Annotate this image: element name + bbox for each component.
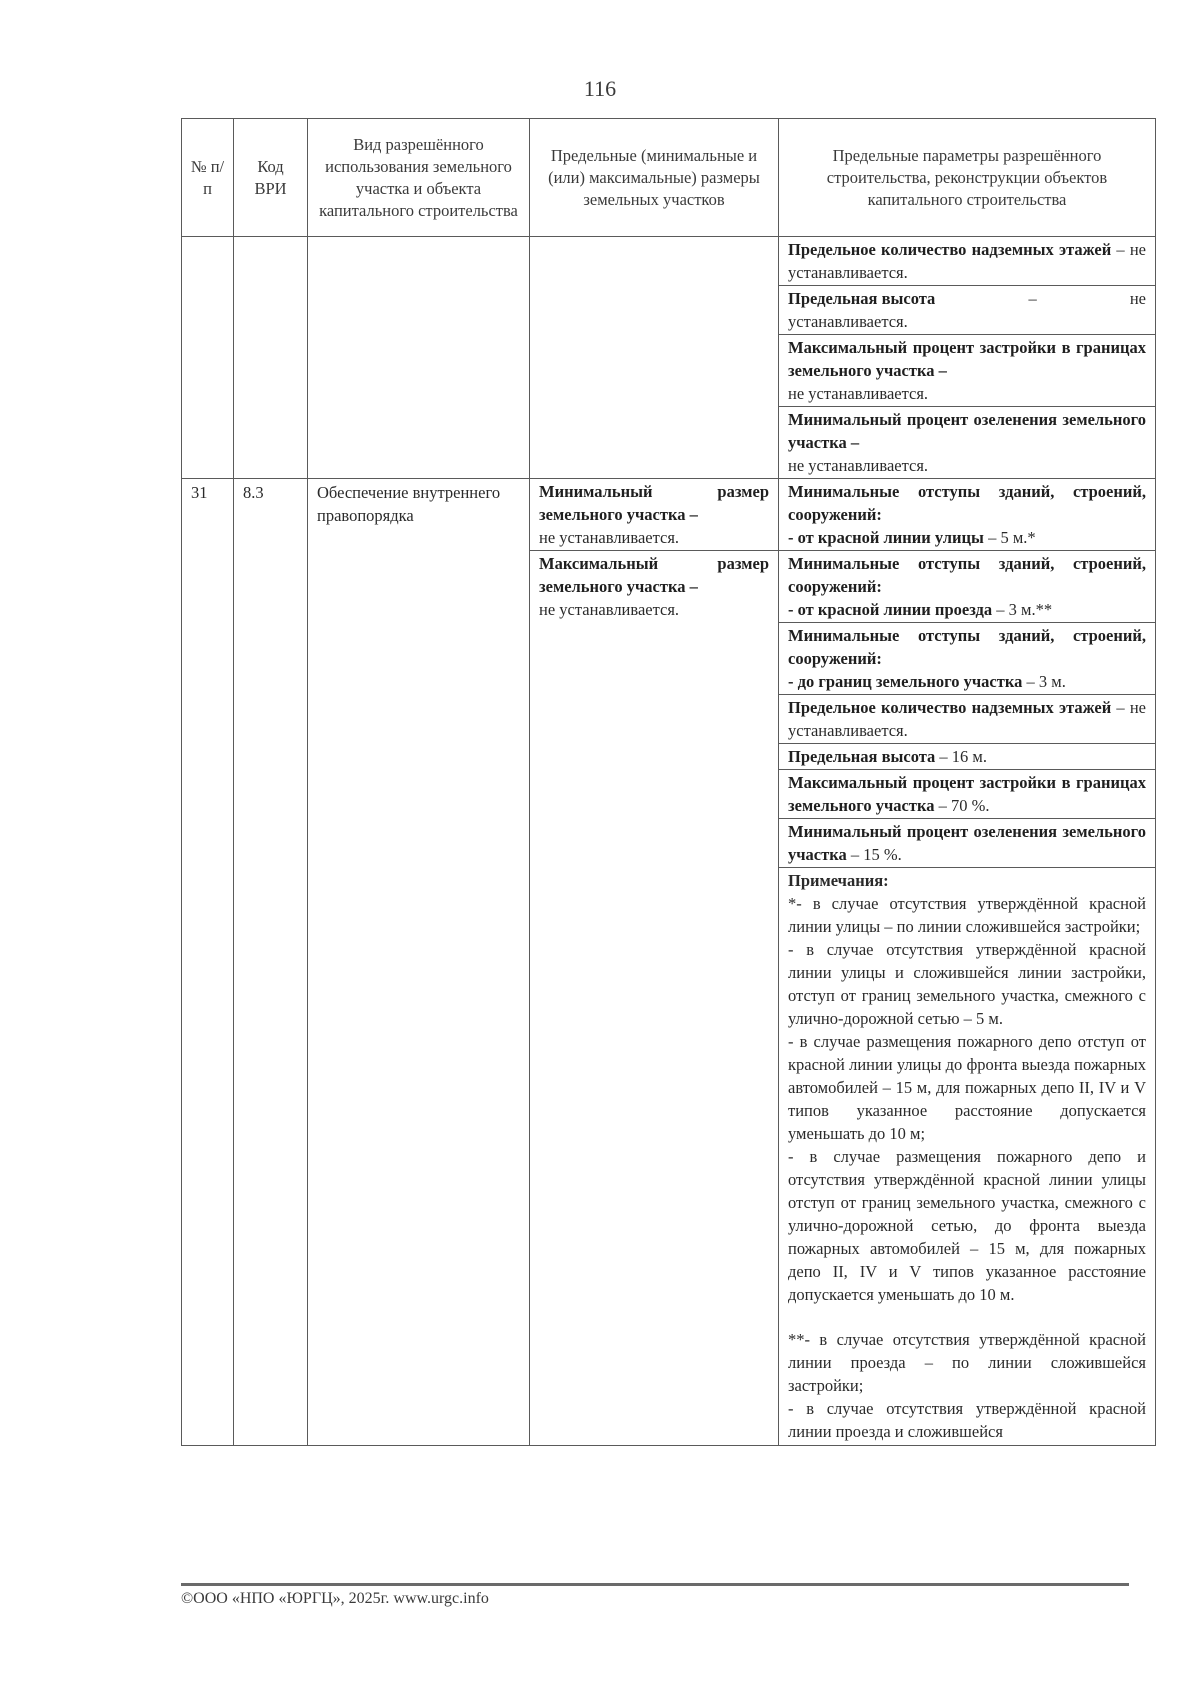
- param-block: Предельное количество надземных этажей – не устанавливается.: [779, 695, 1155, 744]
- note-paragraph: **- в случае отсутствия утверждённой красной линии проезда – по линии сложившейся застройки;: [788, 1330, 1146, 1395]
- note-paragraph: - в случае отсутствия утверждённой красной линии проезда и сложившейся: [788, 1399, 1146, 1441]
- header-params: Предельные параметры разрешённого строительства, реконструкции объектов капитального строительства: [779, 119, 1156, 237]
- param-block: Минимальные отступы зданий, строений, сооружений: - до границ земельного участка – 3 м.: [779, 623, 1155, 695]
- header-num: № п/п: [182, 119, 234, 237]
- note-spacer: [788, 1306, 1146, 1328]
- param-block: Минимальный процент озеленения земельного участка – не устанавливается.: [788, 410, 1146, 475]
- param-block: Предельное количество надземных этажей – не устанавливается.: [779, 237, 1155, 286]
- param-block: Минимальные отступы зданий, строений, сооружений: - от красной линии улицы – 5 м.*: [779, 479, 1155, 551]
- cell-code: 8.3: [234, 479, 308, 1446]
- cell-params: [779, 237, 1156, 479]
- param-block: Минимальный процент озеленения земельного участка – 15 %.: [779, 819, 1155, 868]
- cell-use: Обеспечение внутреннего правопорядка: [308, 479, 530, 1446]
- size-block: Максимальный размер земельного участка – не устанавливается.: [539, 554, 769, 619]
- notes-block: [779, 868, 1155, 1445]
- cell-params: [779, 479, 1156, 1446]
- param-value-start: не: [1129, 289, 1146, 308]
- cell-sizes-empty: [530, 237, 779, 479]
- param-block: Максимальный процент застройки в границах земельного участка – не устанавливается.: [779, 335, 1155, 407]
- cell-use-empty: [308, 237, 530, 479]
- note-paragraph: - в случае отсутствия утверждённой красной линии улицы и сложившейся линии застройки, отступ от границ земельного участка, смежного с улично-дорожной сетью – 5 м.: [788, 940, 1146, 1028]
- param-block: Предельная высота – 16 м.: [779, 744, 1155, 770]
- param-block: Минимальные отступы зданий, строений, сооружений: - от красной линии проезда – 3 м.**: [779, 551, 1155, 623]
- cell-num-empty: [182, 237, 234, 479]
- header-code: Код ВРИ: [234, 119, 308, 237]
- zoning-table: [181, 118, 1156, 1446]
- footer-divider: [181, 1583, 1129, 1586]
- cell-num: 31: [182, 479, 234, 1446]
- table-row: [182, 237, 1156, 479]
- header-sizes: Предельные (минимальные и (или) максимальные) размеры земельных участков: [530, 119, 779, 237]
- cell-sizes: [530, 479, 779, 1446]
- footer-copyright: ©ООО «НПО «ЮРГЦ», 2025г. www.urgc.info: [181, 1590, 489, 1607]
- size-block: Минимальный размер земельного участка – не устанавливается.: [530, 479, 778, 551]
- cell-code-empty: [234, 237, 308, 479]
- page-number: 116: [583, 76, 617, 101]
- table-row: [182, 479, 1156, 1446]
- table-header-row: [182, 119, 1156, 237]
- note-paragraph: - в случае размещения пожарного депо отступ от красной линии улицы до фронта выезда пожарных автомобилей – 15 м, для пожарных депо II, IV и V типов указанное расстояние допускается уменьшать до 10 м;: [788, 1032, 1146, 1143]
- param-value-end: устанавливается.: [788, 312, 908, 331]
- param-block: Предельная высота – не устанавливается.: [779, 286, 1155, 335]
- notes-title: Примечания:: [788, 871, 889, 890]
- header-use: Вид разрешённого использования земельного участка и объекта капитального строительства: [308, 119, 530, 237]
- note-paragraph: *- в случае отсутствия утверждённой красной линии улицы – по линии сложившейся застройки;: [788, 894, 1146, 936]
- param-block: Максимальный процент застройки в границах земельного участка – 70 %.: [779, 770, 1155, 819]
- note-paragraph: - в случае размещения пожарного депо и отсутствия утверждённой красной линии улицы отступ от границ земельного участка, смежного с улично-дорожной сетью, до фронта выезда пожарных автомобилей – 15 м, для пожарных депо II, IV и V типов указанное расстояние допускается уменьшать до 10 м.: [788, 1147, 1146, 1304]
